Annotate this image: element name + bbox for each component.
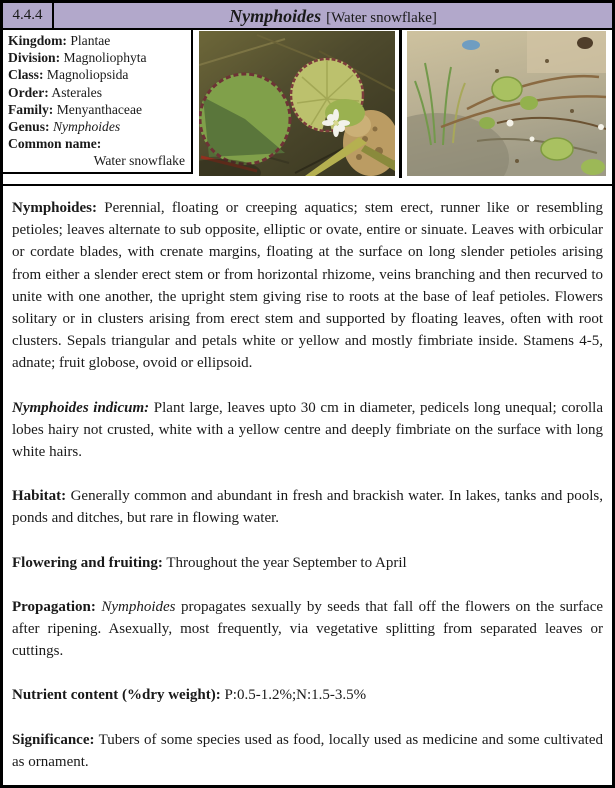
photo-divider [399,30,402,178]
species-text: Plant large, leaves upto 30 cm in diameter, pedicels long unequal; corolla lobes hairy not crusted, white with a yellow centre and deeply fimbriate on the surface with long white hairs. [12,399,603,461]
section-number: 4.4.4 [3,3,54,28]
propagation-text: propagates sexually by seeds that fall off the flowers on the surface after ripening. Asexually, most frequently, via vegetative splitting from separated leaves or cuttings. [12,598,604,660]
paragraph-nutrient [12,684,603,706]
paragraph-propagation [12,596,603,663]
significance-text: Tubers of some species used as food, locally used as medicine and some cultivated as ornament. [12,731,603,770]
genus-value: Nymphoides [52,119,121,135]
order-label: Order: [8,84,49,100]
significance-label: Significance: [12,731,95,748]
kingdom-value: Plantae [70,33,111,48]
division-value: Magnoliophyta [63,50,147,66]
flowering-text: Throughout the year September to April [166,554,407,571]
species-label: Nymphoides indicum: [12,399,150,416]
taxonomy-row-class [8,66,187,83]
taxonomy-row-common-name [8,135,187,152]
kingdom-label: Kingdom: [8,33,67,48]
division-label: Division: [8,50,61,66]
nutrient-text: P:0.5-1.2%;N:1.5-3.5% [224,687,367,704]
paragraph-flowering [12,552,603,574]
page-title [54,3,612,28]
common-name-title: [Water snowflake] [326,10,437,26]
paragraph-species [12,397,603,464]
taxonomy-row-genus [8,118,187,135]
paragraph-genus-description [12,197,603,375]
order-value: Asterales [51,84,103,100]
common-name-label: Common name: [8,136,102,152]
taxonomy-row-division [8,49,187,66]
genus-description-text: Perennial, floating or creeping aquatics; stem erect, runner like or resembling petioles; leaves alternate to sub opposite, elliptic or ovate, entire or sinuate. Leaves with orbicular or cordate blades, with crenate margins, floating at the surface on long slender petioles arising from either a slender erect stem or from horizontal rhizome, veins branching and then recurved to unite with one another, the upright stem giving rise to roots at the base of leaf petioles. Flowers solitary or in clusters arising from erect stem and supported by floating leaves, often with root clusters. Sepals triangular and petals white or yellow and mostly fimbriate inside. Stamens 4-5, adnate; fruit globose, ovoid or ellipsoid. [12,200,604,372]
propagation-genus-word: Nymphoides [101,598,176,615]
pond-photo-left [199,31,395,176]
taxonomy-panel [3,30,193,174]
pond-photo-right [407,31,606,176]
paragraph-habitat [12,485,603,529]
common-name-value: Water snowflake [93,153,185,169]
taxonomy-row-family [8,101,187,118]
pond-photo-right-image [407,31,606,176]
class-value: Magnoliopsida [46,67,129,83]
class-label: Class: [8,67,44,83]
flowering-label: Flowering and fruiting: [12,554,163,571]
taxonomy-and-photos-row [3,30,612,178]
habitat-text: Generally common and abundant in fresh and brackish water. In lakes, tanks and pools, ponds and ditches, but rare in flowing water. [12,488,603,527]
taxonomy-row-order [8,84,187,101]
pond-photo-left-image [199,31,395,176]
taxonomy-row-kingdom [8,32,187,49]
family-label: Family: [8,101,54,117]
genus-description-label: Nymphoides: [12,200,98,216]
description-body [3,184,612,786]
nutrient-label: Nutrient content (%dry weight): [12,687,221,704]
family-value: Menyanthaceae [56,101,143,117]
propagation-label: Propagation: [12,598,96,615]
paragraph-significance [12,729,603,773]
blue-debris [462,40,480,50]
genus-title: Nymphoides [229,6,322,26]
habitat-label: Habitat: [12,488,67,505]
header-bar [3,3,612,30]
genus-label: Genus: [8,119,50,135]
